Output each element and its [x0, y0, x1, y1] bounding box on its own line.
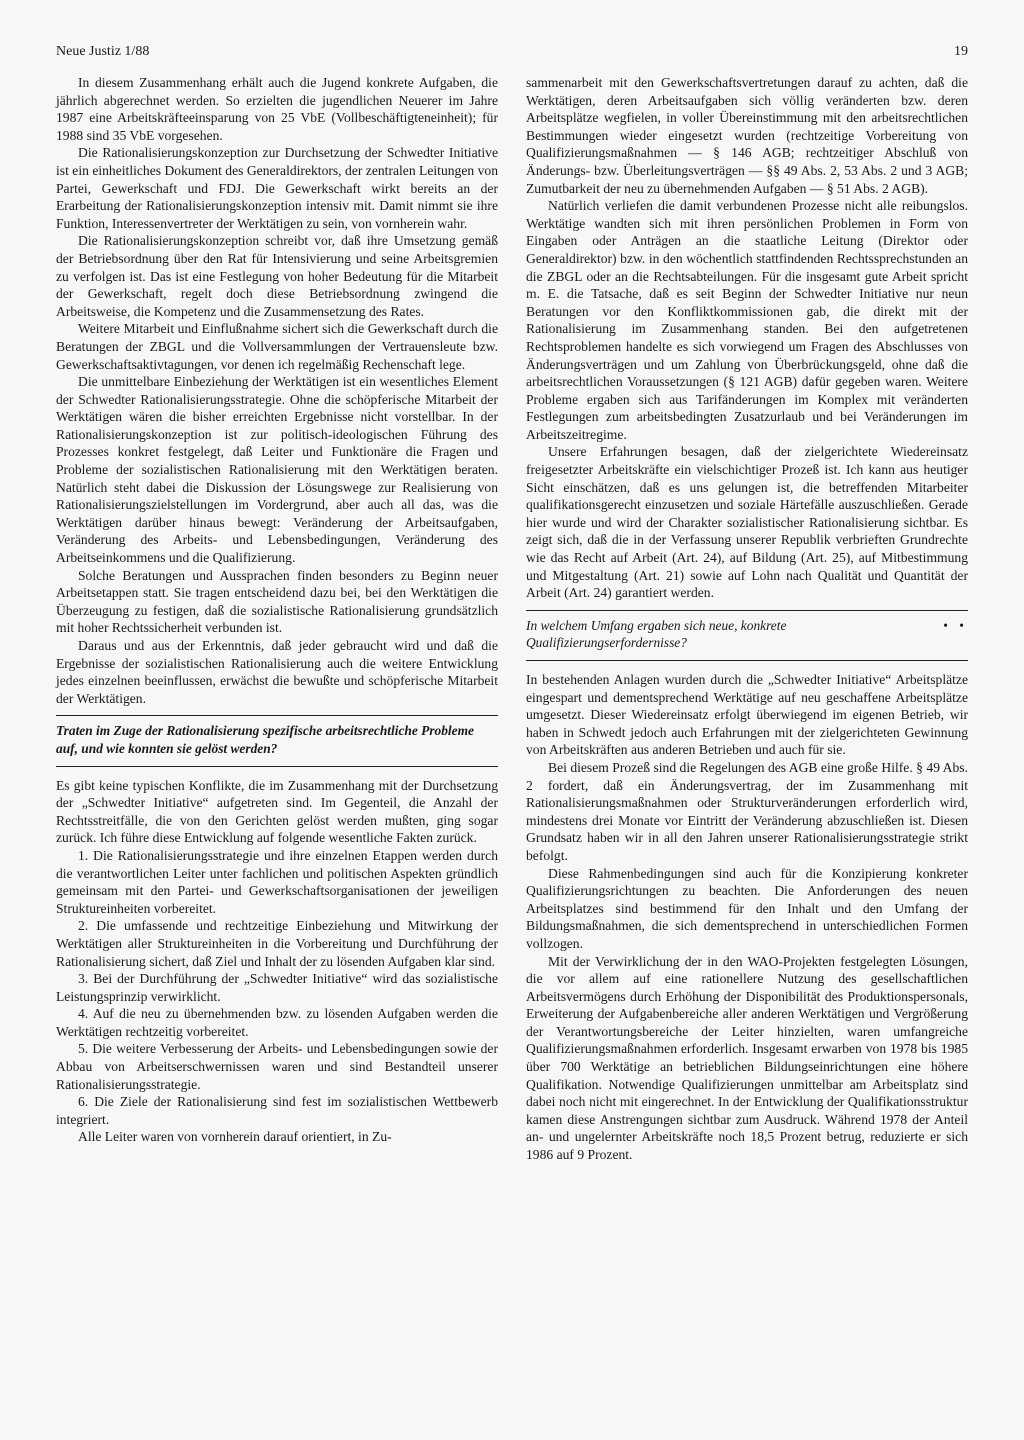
journal-title: Neue Justiz 1/88: [56, 44, 150, 59]
question-text: Traten im Zuge der Rationalisierung spezifische arbeitsrechtliche Probleme auf, und wie konnten sie gelöst werden?: [56, 723, 474, 756]
right-column: [526, 74, 968, 1164]
paragraph: Natürlich verliefen die damit verbundenen Prozesse nicht alle reibungslos. Werktätige wandten sich mit ihren persönlichen Problemen in Form von Eingaben oder Anträgen an die staatliche Leitung (Direktor oder Generaldirektor) bzw. in den wöchentlich stattfindenden Rechtssprechstunden an die ZBGL oder an die Rechtsabteilungen. Für die insgesamt gute Arbeit spricht m. E. die Tatsache, daß es seit Beginn der Schwedter Initiative nur neun Beratungen vor den Konfliktkommissionen gab, die direkt mit der Rationalisierung im Zusammenhang standen. Bei den aufgetretenen Rechtsproblemen handelte es sich vorwiegend um Fragen des Abschlusses von Änderungsverträgen und um Zahlung von Überbrückungsgeld, ohne daß die arbeitsrechtlichen Voraussetzungen (§ 121 AGB) dafür gegeben waren. Weitere Probleme ergaben sich aus Tarifänderungen im Komplex mit veränderten Festlegungen zum arbeitsbedingten Zusatzurlaub und bei Veränderungen im Arbeitszeitregime.: [526, 198, 968, 442]
paragraph: Solche Beratungen und Aussprachen finden besonders zu Beginn neuer Arbeitsetappen statt. Sie tragen entscheidend dazu bei, bei den Werktätigen die Überzeugung zu festigen, daß die sozialistische Rationalisierung grundsätzlich mit hoher Rechtssicherheit verbunden ist.: [56, 567, 498, 636]
paragraph: Diese Rahmenbedingungen sind auch für die Konzipierung konkreter Qualifizierungsrichtungen zu beachten. Die Anforderungen des neuen Arbeitsplatzes sind bestimmend für den Inhalt und den Umfang der Bildungsmaßnahmen, die sich dementsprechend in unterschiedlichen Formen vollzogen.: [526, 865, 968, 951]
list-item: 4. Auf die neu zu übernehmenden bzw. zu lösenden Aufgaben werden die Werktätigen rechtzeitig vorbereitet.: [56, 1006, 498, 1039]
paragraph: Weitere Mitarbeit und Einflußnahme sichert sich die Gewerkschaft durch die Beratungen der ZBGL und die Vollversammlungen der Vertrauensleute bzw. Gewerkschaftsaktivtagungen, vor denen ich regelmäßig Rechenschaft lege.: [56, 321, 498, 372]
paragraph: Unsere Erfahrungen besagen, daß der zielgerichtete Wiedereinsatz freigesetzter Arbeitskräfte ein vielschichtiger Prozeß ist. Ich kann aus heutiger Sicht einschätzen, daß es uns gelungen ist, die betreffenden Mitarbeiter qualifikationsgerecht einzusetzen und soziale Härtefälle auszuschließen. Gerade hier wurde und wird der Charakter sozialistischer Rationalisierung sichtbar. Es zeigt sich, daß die in der Verfassung unserer Republik verbrieften Grundrechte wie das Recht auf Arbeit (Art. 24), auf Bildung (Art. 25), auf Mitbestimmung und Mitgestaltung (Art. 21) sowie auf Lohn nach Qualität und Quantität der Arbeit (Art. 24) garantiert werden.: [526, 444, 968, 601]
decorative-dots: • •: [943, 617, 968, 633]
paragraph: Die Rationalisierungskonzeption schreibt vor, daß ihre Umsetzung gemäß der Betriebsordnung über den Rat für Intensivierung und seine Arbeitsgremien zu verfolgen ist. Das ist eine Festlegung von hoher Bedeutung für die Mitarbeit der Gewerkschaft, regelt doch diese Betriebsordnung zwingend die Arbeitsweise, die Kompetenz und die Zusammensetzung des Rates.: [56, 233, 498, 319]
paragraph: Mit der Verwirklichung der in den WAO-Projekten festgelegten Lösungen, die vor allem auf eine rationellere Nutzung des gesellschaftlichen Arbeitsvermögens durch Erhöhung der Disponibilität des Produktionspersonals, Erweiterung der Aufgabenbereiche aller anderen Werktätigen und Vergrößerung der Verantwortungsbereiche der Leiter hinzielten, waren umfangreiche Qualifizierungsmaßnahmen erforderlich. Insgesamt erwarben von 1978 bis 1985 über 700 Werktätige an betrieblichen Bildungseinrichtungen eine höhere Qualifikation. Notwendige Qualifizierungen unmittelbar am Arbeitsplatz sind dabei noch nicht mit eingerechnet. In der Entwicklung der Qualifikationsstruktur kamen diese Anstrengungen sichtbar zum Ausdruck. Während 1978 der Anteil an- und ungelernter Arbeitskräfte noch 18,5 Prozent betrug, reduzierte er sich 1986 auf 9 Prozent.: [526, 953, 968, 1163]
question-text: In welchem Umfang ergaben sich neue, konkrete Qualifizierungserfordernisse?: [526, 617, 787, 651]
page-number: 19: [954, 44, 968, 59]
paragraph: Alle Leiter waren von vornherein darauf orientiert, in Zu-: [78, 1129, 392, 1145]
paragraph: sammenarbeit mit den Gewerkschaftsvertretungen darauf zu achten, daß die Werktätigen, deren Arbeitsaufgaben sich völlig veränderten bzw. deren Arbeitsplätze wegfielen, in voller Übereinstimmung mit den arbeitsrechtlichen Bestimmungen wieder eingesetzt wurden (rechtzeitige Vorbereitung von Qualifizierungsmaßnahmen — § 146 AGB; rechtzeitiger Abschluß von Änderungs- bzw. Überleitungsverträgen — §§ 49 Abs. 2, 53 Abs. 2 und 3 AGB; Zumutbarkeit der neu zu übernehmenden Aufgaben — § 51 Abs. 2 AGB).: [526, 75, 968, 196]
list-item: 5. Die weitere Verbesserung der Arbeits- und Lebensbedingungen sowie der Abbau von Arbeitserschwernissen waren und sind Bestandteil unserer Rationalisierungsstrategie.: [56, 1041, 498, 1092]
list-item: 6. Die Ziele der Rationalisierung sind fest im sozialistischen Wettbewerb integriert.: [56, 1094, 498, 1127]
list-item: 2. Die umfassende und rechtzeitige Einbeziehung und Mitwirkung der Werktätigen aller Struktureinheiten in die Vorbereitung und Durchführung der Rationalisierung sichert, daß Ziel und Inhalt der zu lösenden Aufgaben klar sind.: [56, 918, 498, 969]
list-item: 1. Die Rationalisierungsstrategie und ihre einzelnen Etappen werden durch die verantwortlichen Leiter unter fachlichen und politischen Aspekten gründlich gemeinsam mit den Partei- und Gewerkschaftsorganisationen der jeweiligen Struktureinheiten vorbereitet.: [56, 847, 498, 916]
answer-paragraph: Es gibt keine typischen Konflikte, die im Zusammenhang mit der Durchsetzung der „Schwedter Initiative“ aufgetreten sind. Im Gegenteil, die Anzahl der Rechtsstreitfälle, die von den Gerichten gelöst werden mußten, ging sogar zurück. Ich führe diese Entwicklung auf folgende wesentliche Fakten zurück.: [56, 777, 498, 846]
paragraph: Die unmittelbare Einbeziehung der Werktätigen ist ein wesentliches Element der Schwedter Rationalisierungsstrategie. Ohne die schöpferische Mitarbeit der Werktätigen wären die bisher erreichten Ergebnisse nicht vorstellbar. In der Rationalisierungskonzeption ist zur politisch-ideologischen Führung des Prozesses konkret festgelegt, daß Leiter und Funktionäre die Fragen und Probleme der sozialistischen Rationalisierung mit den Werktätigen beraten. Natürlich steht dabei die Diskussion der Lösungswege zur Realisierung von Rationalisierungszielstellungen im Vordergrund, aber auch all das, was die Werktätigen darüber hinaus bewegt: Veränderung der Arbeitsaufgaben, Veränderung des Arbeits- und Lebensbedingungen, Veränderung des Arbeitseinkommens und die Qualifizierung.: [56, 374, 498, 566]
interview-question: [526, 610, 968, 661]
answer-paragraph: In bestehenden Anlagen wurden durch die „Schwedter Initiative“ Arbeitsplätze eingespart und dementsprechend Werktätige auf neu geschaffene Arbeitsplätze umgesetzt. Dieser Wiedereinsatz erfolgt überwiegend im eigenen Betrieb, wir haben in Schwedt jedoch auch Erfahrungen mit der zielgerichteten Gewinnung von Arbeitskräften aus anderen Betrieben und auch für sie.: [526, 672, 968, 758]
paragraph: Die Rationalisierungskonzeption zur Durchsetzung der Schwedter Initiative ist ein einheitliches Dokument des Generaldirektors, der zentralen Leitungen von Partei, Gewerkschaft und FDJ. Die Gewerkschaft wirkt bereits an der Erarbeitung der Rationalisierungskonzeption intensiv mit. Damit nimmt sie ihre Funktion, Interessenvertreter der Werktätigen zu sein, von vornherein wahr.: [56, 145, 498, 231]
list-item: 3. Bei der Durchführung der „Schwedter Initiative“ wird das sozialistische Leistungsprinzip verwirklicht.: [56, 971, 498, 1004]
paragraph: In diesem Zusammenhang erhält auch die Jugend konkrete Aufgaben, die jährlich abgerechnet werden. So erzielten die jugendlichen Neuerer im Jahre 1987 eine Arbeitskräfteeinsparung von 25 VbE (Vollbeschäftigteneinheit); für 1988 sind 35 VbE vorgesehen.: [56, 75, 498, 143]
interview-question: [56, 715, 498, 766]
left-column: [56, 74, 498, 1146]
paragraph: Daraus und aus der Erkenntnis, daß jeder gebraucht wird und daß die Ergebnisse der sozialistischen Rationalisierung auch die weitere Entwicklung jedes einzelnen beeinflussen, erwächst die bewußte und schöpferische Mitarbeit der Werktätigen.: [56, 638, 498, 706]
running-header: [56, 44, 968, 66]
paragraph: Bei diesem Prozeß sind die Regelungen des AGB eine große Hilfe. § 49 Abs. 2 fordert, daß ein Änderungsvertrag, der im Zusammenhang mit Rationalisierungsmaßnahmen oder Strukturveränderungen erforderlich wird, mindestens drei Monate vor Eintritt der Veränderung abzuschließen ist. Diesen Grundsatz haben wir in all den Jahren unserer Rationalisierungsstrategie strikt befolgt.: [526, 759, 968, 863]
